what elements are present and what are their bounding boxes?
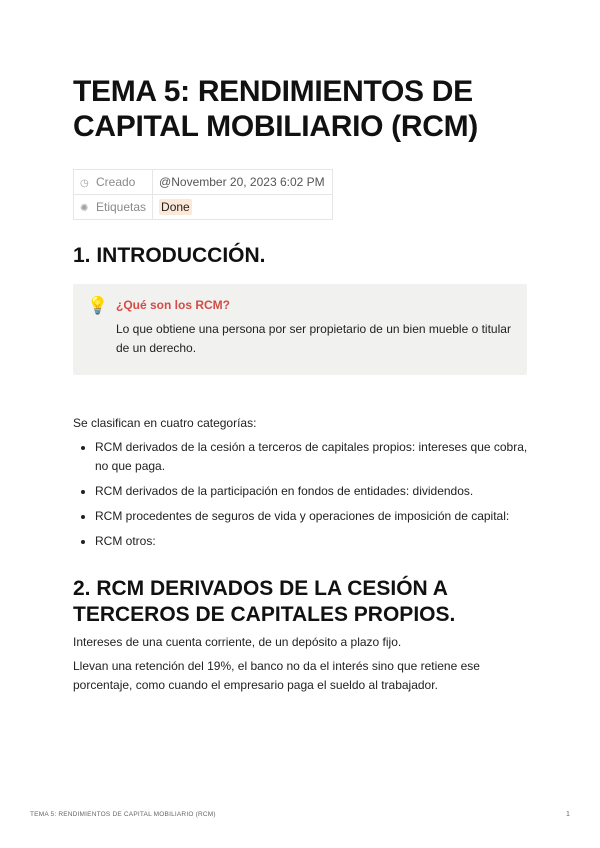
property-row-created bbox=[74, 170, 333, 195]
callout-text: Lo que obtiene una persona por ser propietario de un bien mueble o titular de un derecho. bbox=[116, 322, 511, 355]
list-item: RCM derivados de la participación en fondos de entidades: dividendos. bbox=[73, 482, 528, 501]
loader-icon: ✺ bbox=[80, 203, 89, 214]
callout-title: ¿Qué son los RCM? bbox=[116, 298, 230, 312]
section-heading-rcm-cesion: 2. RCM DERIVADOS DE LA CESIÓN A TERCEROS DE CAPITALES PROPIOS. bbox=[73, 577, 456, 626]
property-row-tags bbox=[74, 195, 333, 220]
page-title: TEMA 5: RENDIMIENTOS DE CAPITAL MOBILIARIO (RCM) bbox=[73, 75, 478, 143]
property-key-label: Creado bbox=[96, 175, 136, 189]
property-key bbox=[74, 170, 153, 195]
section-heading-intro: 1. INTRODUCCIÓN. bbox=[73, 244, 266, 267]
list-item: RCM otros: bbox=[73, 532, 528, 551]
bullet-list bbox=[73, 438, 528, 557]
lightbulb-icon: 💡 bbox=[87, 296, 109, 315]
status-badge: Done bbox=[161, 200, 190, 214]
property-value: @November 20, 2023 6:02 PM bbox=[153, 170, 333, 195]
page-number: 1 bbox=[566, 811, 570, 818]
callout-box bbox=[73, 284, 527, 375]
clock-icon: ◷ bbox=[80, 178, 89, 189]
paragraph: Intereses de una cuenta corriente, de un depósito a plazo fijo. bbox=[73, 635, 402, 649]
footer-title: TEMA 5: RENDIMIENTOS DE CAPITAL MOBILIARIO (RCM) bbox=[30, 811, 216, 818]
list-item: RCM procedentes de seguros de vida y operaciones de imposición de capital: bbox=[73, 507, 528, 526]
list-item: RCM derivados de la cesión a terceros de capitales propios: intereses que cobra, no que paga. bbox=[73, 438, 528, 476]
property-value bbox=[153, 195, 333, 220]
paragraph: Llevan una retención del 19%, el banco no da el interés sino que retiene ese porcentaje, como cuando el empresario paga el sueldo al trabajador. bbox=[73, 659, 480, 692]
property-key bbox=[74, 195, 153, 220]
property-key-label: Etiquetas bbox=[96, 200, 147, 214]
properties-table bbox=[73, 169, 333, 220]
paragraph-intro: Se clasifican en cuatro categorías: bbox=[73, 416, 257, 430]
